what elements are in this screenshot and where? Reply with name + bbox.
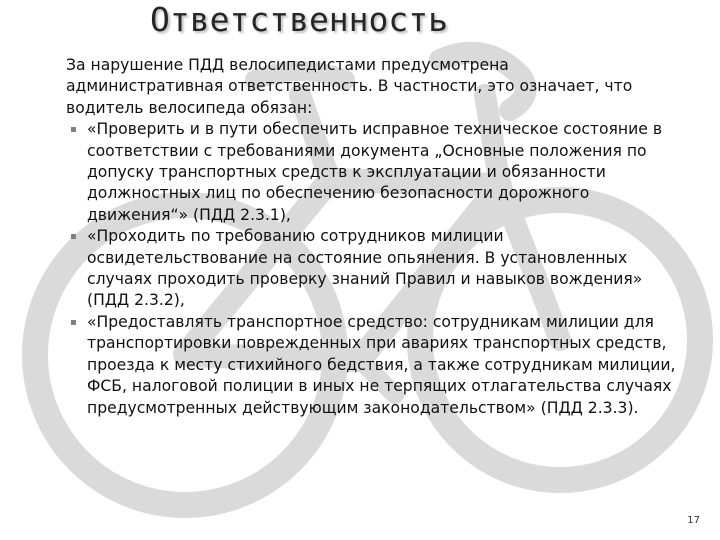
list-item — [66, 312, 689, 419]
slide-title: Ответственность — [150, 0, 449, 39]
square-bullet-icon: ▪ — [70, 316, 77, 328]
list-item — [66, 119, 689, 226]
slide-body — [66, 55, 696, 419]
square-bullet-icon: ▪ — [70, 231, 77, 243]
page-number: 17 — [687, 515, 700, 526]
list-item — [66, 226, 689, 312]
square-bullet-icon: ▪ — [70, 124, 77, 136]
bullet-text: «Проходить по требованию сотрудников милиции освидетельствование на состояние опьянения. В установленных случаях проходить проверку знаний Правил и навыков вождения» (ПДД 2.3.2), — [87, 227, 643, 310]
bullet-list — [66, 119, 696, 419]
bullet-text: «Предоставлять транспортное средство: сотрудникам милиции для транспортировки поврежденных при авариях транспортных средств, проезда к месту стихийного бедствия, а также сотрудникам милиции, ФСБ, налоговой полиции в иных не терпящих отлагательства случаях предусмотренных действующим законодательством» (ПДД 2.3.3). — [87, 312, 676, 417]
bullet-text: «Проверить и в пути обеспечить исправное техническое состояние в соответствии с требованиями документа „Основные положения по допуску транспортных средств к эксплуатации и обязанности должностных лиц по обеспечению безопасности дорожного движения“» (ПДД 2.3.1), — [87, 120, 663, 224]
intro-paragraph: За нарушение ПДД велосипедистами предусмотрена административная ответственность. В частности, это означает, что водитель велосипеда обязан: — [66, 56, 633, 117]
